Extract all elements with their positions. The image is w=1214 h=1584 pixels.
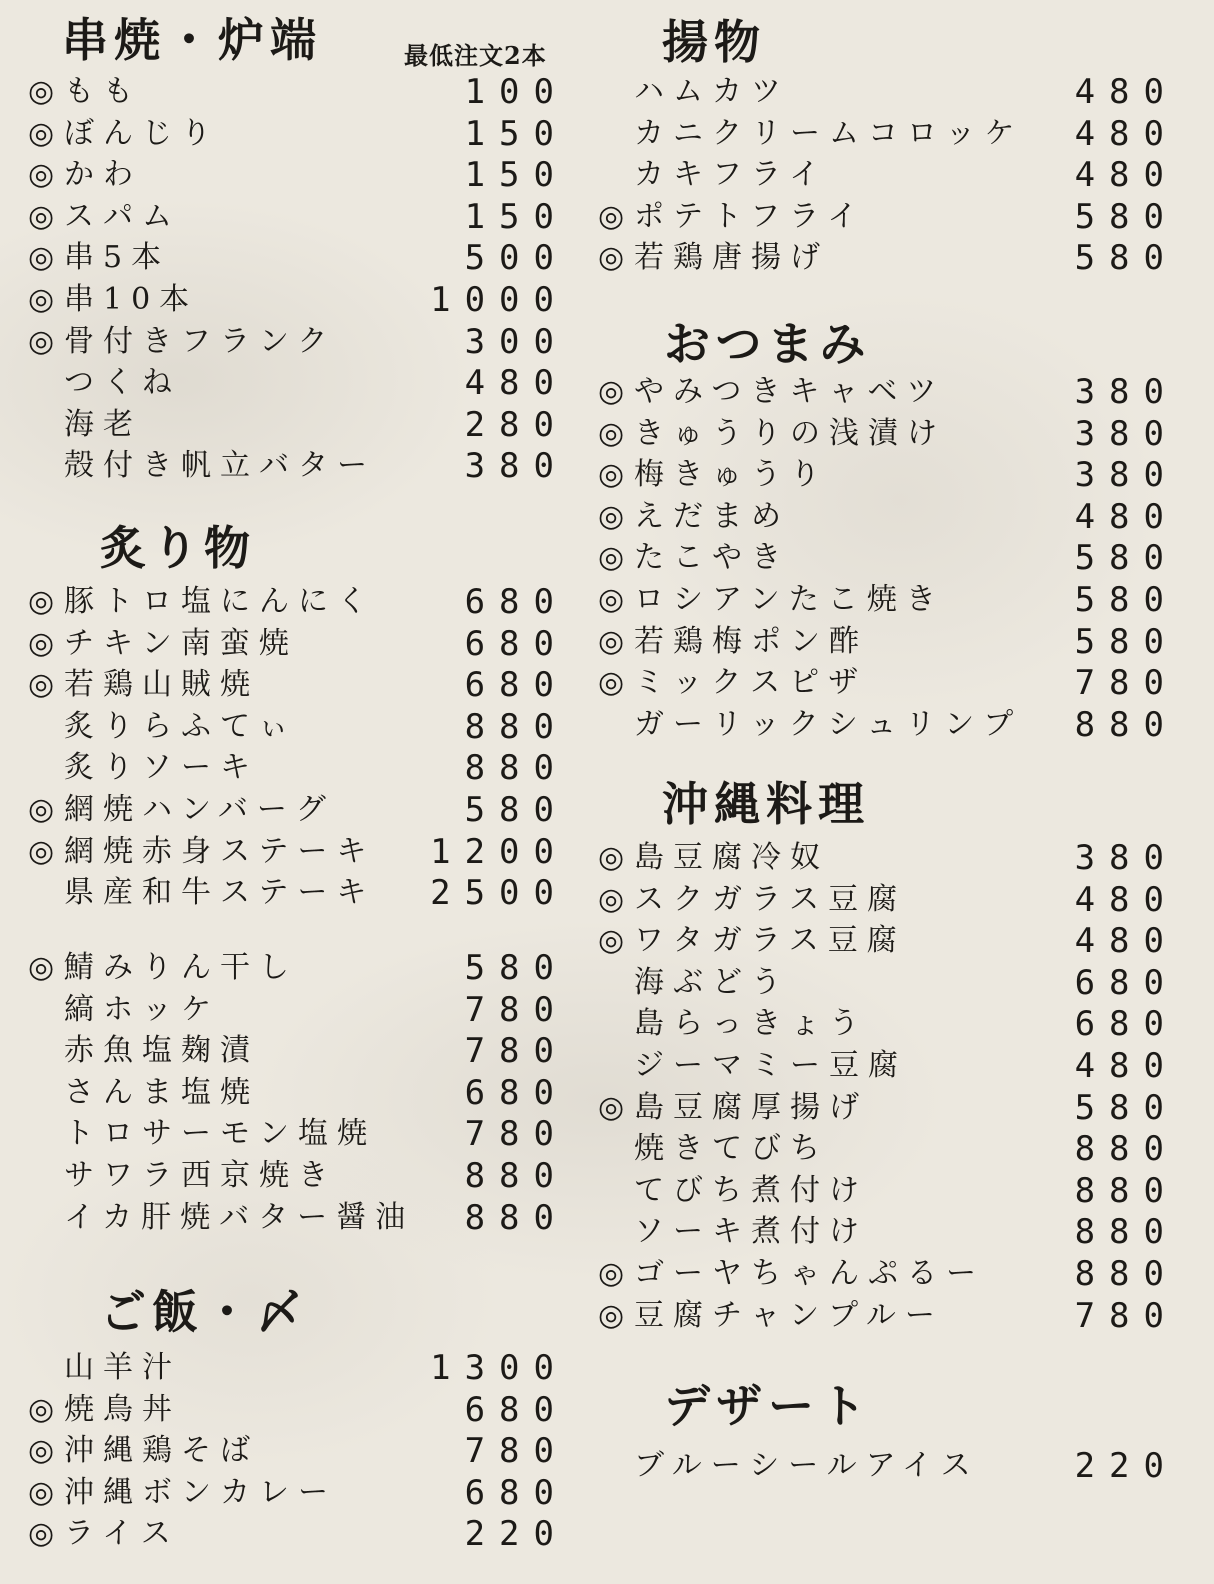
menu-item-name: 網焼赤身ステーキ <box>64 833 376 869</box>
menu-item-price: 680 <box>464 1072 568 1113</box>
menu-item <box>28 665 568 705</box>
menu-item-price: 480 <box>1074 155 1178 196</box>
menu-item-price: 500 <box>464 238 568 279</box>
menu-item-name: ブルーシールアイス <box>634 1448 980 1483</box>
menu-item <box>28 1514 568 1554</box>
menu-item <box>598 663 1178 703</box>
double-circle-mark-icon: ◎ <box>28 792 55 827</box>
menu-item-price: 580 <box>464 790 568 830</box>
menu-item-price: 2500 <box>430 873 568 914</box>
menu-item-price: 880 <box>1074 704 1178 745</box>
double-circle-mark-icon: ◎ <box>28 667 55 703</box>
menu-item-price: 480 <box>1074 113 1178 154</box>
menu-item-price: 880 <box>1074 1129 1178 1170</box>
menu-item <box>28 748 568 788</box>
menu-item <box>28 280 568 320</box>
menu-item-price: 580 <box>1074 238 1178 279</box>
menu-item-name: 沖縄ボンカレー <box>64 1474 337 1510</box>
menu-item <box>598 1171 1178 1211</box>
menu-item-name: かわ <box>64 157 142 193</box>
menu-item <box>598 414 1178 454</box>
menu-item-price: 580 <box>1074 196 1178 237</box>
menu-item-price: 780 <box>464 1031 568 1072</box>
section-title-aburi: 炙り物 <box>100 521 256 575</box>
menu-item <box>28 1156 568 1196</box>
menu-item <box>28 238 568 278</box>
menu-item-price: 1300 <box>430 1348 568 1388</box>
menu-item-price: 150 <box>464 196 568 237</box>
double-circle-mark-icon: ◎ <box>28 1433 55 1469</box>
section-title-kushiyaki: 串焼・炉端 <box>62 13 322 67</box>
menu-item-name: 縞ホッケ <box>64 991 220 1027</box>
menu-item-name: 県産和牛ステーキ <box>64 875 376 911</box>
menu-item-name: 山羊汁 <box>64 1350 181 1385</box>
menu-item <box>28 114 568 154</box>
menu-item-price: 780 <box>464 1431 568 1472</box>
menu-item-price: 480 <box>1074 496 1178 537</box>
menu-item-price: 580 <box>1074 1087 1178 1128</box>
double-circle-mark-icon: ◎ <box>28 1516 55 1552</box>
menu-item-name: ミックスピザ <box>634 665 868 701</box>
section-title-okinawa: 沖縄料理 <box>662 777 870 831</box>
menu-item-name: スパム <box>64 198 181 234</box>
menu-item-name: やみつきキャベツ <box>634 374 946 409</box>
menu-item-name: さんま塩焼 <box>64 1074 259 1110</box>
menu-item-name: ポテトフライ <box>634 198 867 234</box>
menu-item-name: イカ肝焼バター醤油 <box>64 1199 415 1235</box>
menu-item <box>28 446 568 486</box>
menu-item-price: 680 <box>464 1389 568 1430</box>
menu-item <box>28 1073 568 1113</box>
menu-item-price: 680 <box>464 665 568 706</box>
menu-item-name: 焼鳥丼 <box>64 1391 181 1427</box>
double-circle-mark-icon: ◎ <box>598 840 625 875</box>
menu-item-price: 680 <box>1074 1004 1178 1045</box>
menu-item-name: 炙りらふてぃ <box>64 708 298 744</box>
menu-item <box>28 72 568 112</box>
menu-item-name: 若鶏唐揚げ <box>634 240 829 276</box>
menu-item <box>28 948 568 988</box>
menu-item <box>28 1473 568 1513</box>
menu-item-price: 580 <box>1074 538 1178 579</box>
menu-item <box>598 1004 1178 1044</box>
menu-item <box>28 1031 568 1071</box>
menu-item <box>598 622 1178 662</box>
menu-item <box>598 155 1178 195</box>
double-circle-mark-icon: ◎ <box>28 74 55 109</box>
menu-item-price: 300 <box>464 321 568 362</box>
double-circle-mark-icon: ◎ <box>28 198 55 234</box>
menu-item <box>28 322 568 362</box>
double-circle-mark-icon: ◎ <box>28 625 55 661</box>
double-circle-mark-icon: ◎ <box>28 950 55 985</box>
menu-item <box>598 963 1178 1003</box>
menu-item-price: 680 <box>1074 962 1178 1003</box>
menu-item <box>598 1296 1178 1336</box>
menu-item-name: 若鶏山賊焼 <box>64 667 259 703</box>
menu-item-price: 150 <box>464 155 568 196</box>
menu-item-price: 580 <box>1074 621 1178 662</box>
menu-item-name: 串5本 <box>64 240 171 276</box>
menu-item-price: 880 <box>1074 1170 1178 1211</box>
menu-item-name: 豚トロ塩にんにく <box>64 584 376 619</box>
menu-item <box>28 707 568 747</box>
menu-item-name: 島豆腐厚揚げ <box>634 1089 868 1125</box>
double-circle-mark-icon: ◎ <box>598 665 625 701</box>
menu-item <box>598 705 1178 745</box>
menu-item <box>598 372 1178 412</box>
menu-item <box>28 832 568 872</box>
menu-item <box>598 1212 1178 1252</box>
menu-item-name: ぼんじり <box>64 115 220 151</box>
menu-item-name: 島豆腐冷奴 <box>634 840 829 875</box>
menu-item-name: 海老 <box>64 406 142 442</box>
menu-item <box>598 238 1178 278</box>
menu-item-name: チキン南蛮焼 <box>64 625 298 661</box>
menu-item-name: 若鶏梅ポン酢 <box>634 623 868 659</box>
menu-item <box>28 363 568 403</box>
double-circle-mark-icon: ◎ <box>598 923 625 959</box>
menu-item-name: 豆腐チャンプルー <box>634 1297 944 1333</box>
menu-item <box>28 790 568 830</box>
menu-item <box>28 582 568 622</box>
menu-item-price: 1200 <box>430 831 568 872</box>
menu-item <box>28 1198 568 1238</box>
menu-item-name: たこやき <box>634 540 790 576</box>
menu-item-price: 680 <box>464 1472 568 1513</box>
menu-item-price: 480 <box>1074 921 1178 962</box>
menu-item <box>28 1390 568 1430</box>
menu-item-name: トロサーモン塩焼 <box>64 1116 376 1152</box>
menu-item-price: 680 <box>464 623 568 664</box>
menu-item-price: 880 <box>464 1156 568 1196</box>
double-circle-mark-icon: ◎ <box>598 415 625 451</box>
menu-item-price: 380 <box>1074 413 1178 454</box>
double-circle-mark-icon: ◎ <box>598 457 625 493</box>
menu-item-price: 780 <box>464 989 568 1030</box>
menu-item-name: ワタガラス豆腐 <box>634 923 906 959</box>
menu-item-name: 串10本 <box>64 282 199 317</box>
menu-item <box>28 1431 568 1471</box>
double-circle-mark-icon: ◎ <box>598 1256 625 1291</box>
menu-item-price: 880 <box>464 748 568 789</box>
menu-item-name: ジーマミー豆腐 <box>634 1048 907 1083</box>
section-title-otsumami: おつまみ <box>664 317 872 371</box>
double-circle-mark-icon: ◎ <box>28 833 55 869</box>
menu-item-name: スクガラス豆腐 <box>634 881 907 917</box>
menu-item-name: てびち煮付け <box>634 1172 868 1208</box>
menu-item-price: 680 <box>464 582 568 622</box>
menu-item-price: 480 <box>1074 879 1178 920</box>
menu-item-price: 380 <box>1074 455 1178 496</box>
menu-item <box>598 580 1178 620</box>
menu-item-name: カキフライ <box>634 157 829 193</box>
menu-item-price: 380 <box>1074 372 1178 412</box>
menu-item-price: 880 <box>464 706 568 747</box>
double-circle-mark-icon: ◎ <box>28 282 55 317</box>
menu-item <box>28 197 568 237</box>
menu-item-price: 220 <box>1074 1446 1178 1486</box>
menu-item-name: もも <box>64 74 142 109</box>
menu-item-price: 580 <box>464 948 568 988</box>
menu-item <box>28 1114 568 1154</box>
double-circle-mark-icon: ◎ <box>598 1297 625 1333</box>
menu-item-name: 海ぶどう <box>634 964 790 1000</box>
double-circle-mark-icon: ◎ <box>598 881 625 917</box>
menu-item-name: ライス <box>64 1516 180 1552</box>
menu-item <box>28 155 568 195</box>
menu-item <box>598 1254 1178 1294</box>
menu-item-name: 網焼ハンバーグ <box>64 792 335 827</box>
menu-item-name: つくね <box>64 365 181 401</box>
menu-item-name: 焼きてびち <box>634 1131 829 1167</box>
menu-item <box>598 1046 1178 1086</box>
double-circle-mark-icon: ◎ <box>598 498 625 534</box>
menu-item-name: 鯖みりん干し <box>64 950 298 985</box>
menu-item-name: 沖縄鶏そば <box>64 1433 259 1469</box>
menu-item <box>28 1348 568 1388</box>
double-circle-mark-icon: ◎ <box>28 240 55 276</box>
menu-item-name: きゅうりの浅漬け <box>634 415 946 451</box>
menu-item <box>598 197 1178 237</box>
menu-item <box>598 72 1178 112</box>
menu-item-name: カニクリームコロッケ <box>634 115 1024 151</box>
menu-item-name: ゴーヤちゃんぷるー <box>634 1256 985 1291</box>
menu-item <box>598 1088 1178 1128</box>
double-circle-mark-icon: ◎ <box>28 157 55 193</box>
minimum-order-note: 最低注文2本 <box>404 41 547 70</box>
menu-item <box>28 873 568 913</box>
menu-item-price: 220 <box>464 1514 568 1555</box>
menu-item-price: 480 <box>464 363 568 404</box>
double-circle-mark-icon: ◎ <box>598 1089 625 1125</box>
menu-item-name: サワラ西京焼き <box>64 1158 337 1193</box>
menu-item-price: 480 <box>1074 72 1178 112</box>
menu-item <box>598 114 1178 154</box>
double-circle-mark-icon: ◎ <box>28 1474 55 1510</box>
menu-item-name: 炙りソーキ <box>64 750 259 786</box>
menu-item-price: 280 <box>464 404 568 445</box>
menu-item-name: 梅きゅうり <box>634 457 829 493</box>
menu-item <box>598 921 1178 961</box>
menu-item-price: 780 <box>1074 663 1178 704</box>
menu-item-price: 880 <box>1074 1254 1178 1294</box>
menu-item-price: 100 <box>464 72 568 112</box>
menu-item-price: 880 <box>1074 1212 1178 1253</box>
menu-item <box>598 455 1178 495</box>
menu-item <box>28 624 568 664</box>
menu-item-price: 150 <box>464 113 568 154</box>
menu-item-name: 骨付きフランク <box>64 323 337 359</box>
double-circle-mark-icon: ◎ <box>598 374 625 409</box>
menu-item <box>598 1446 1178 1486</box>
menu-item-price: 1000 <box>430 280 568 320</box>
menu-item-name: ロシアンたこ焼き <box>634 582 945 617</box>
menu-item-price: 380 <box>1074 838 1178 878</box>
menu-item-name: ソーキ煮付け <box>634 1214 868 1250</box>
menu-item-name: ガーリックシュリンプ <box>634 706 1023 742</box>
menu-item-price: 580 <box>1074 580 1178 620</box>
menu-item-name: 島らっきょう <box>634 1006 868 1042</box>
double-circle-mark-icon: ◎ <box>598 240 625 276</box>
double-circle-mark-icon: ◎ <box>28 584 55 619</box>
menu-item-price: 780 <box>1074 1295 1178 1336</box>
menu-item <box>598 497 1178 537</box>
menu-item-price: 780 <box>464 1114 568 1155</box>
double-circle-mark-icon: ◎ <box>598 582 625 617</box>
menu-item <box>598 838 1178 878</box>
menu-item-name: 赤魚塩麹漬 <box>64 1033 259 1069</box>
section-title-agemono: 揚物 <box>662 15 766 69</box>
menu-item <box>598 538 1178 578</box>
menu-item-price: 380 <box>464 446 568 487</box>
double-circle-mark-icon: ◎ <box>28 1391 55 1427</box>
double-circle-mark-icon: ◎ <box>28 115 55 151</box>
menu-item-name: 殻付き帆立バター <box>64 448 376 484</box>
menu-item-name: ハムカツ <box>634 74 790 109</box>
double-circle-mark-icon: ◎ <box>598 540 625 576</box>
double-circle-mark-icon: ◎ <box>28 323 55 359</box>
section-title-gohan: ご飯・〆 <box>100 1285 308 1339</box>
double-circle-mark-icon: ◎ <box>598 198 625 234</box>
menu-item <box>598 1129 1178 1169</box>
menu-item <box>598 880 1178 920</box>
menu-item-price: 480 <box>1074 1046 1178 1086</box>
menu-item-price: 880 <box>464 1197 568 1238</box>
double-circle-mark-icon: ◎ <box>598 623 625 659</box>
menu-item-name: えだまめ <box>634 498 790 534</box>
section-title-dessert: デザート <box>664 1379 872 1433</box>
menu-item <box>28 405 568 445</box>
menu-item <box>28 990 568 1030</box>
